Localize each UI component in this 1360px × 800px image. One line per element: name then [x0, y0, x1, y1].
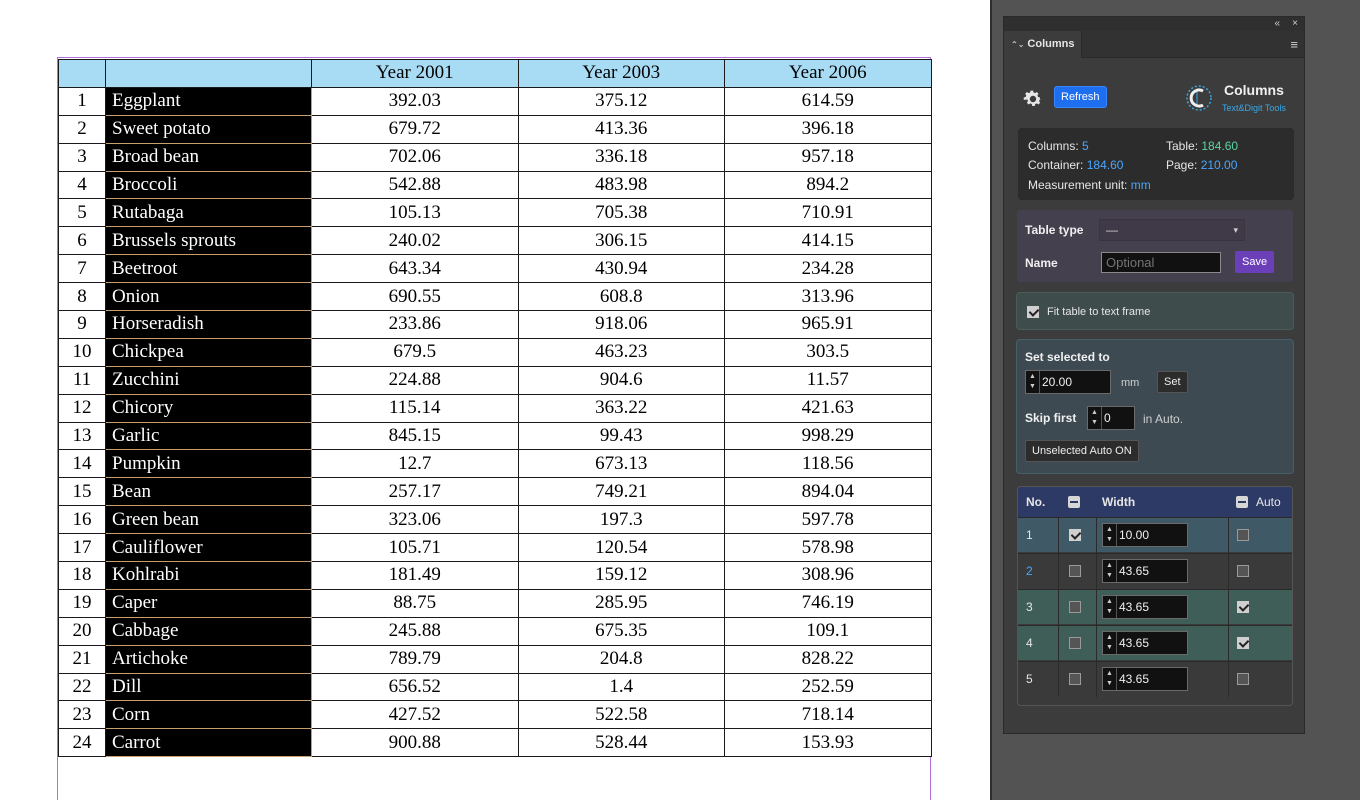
in-auto-label: in Auto. [1143, 412, 1184, 426]
year-2006-cell[interactable]: 578.98 [725, 534, 932, 562]
vegetable-name-cell[interactable]: Kohlrabi [106, 562, 312, 590]
header-cell-year-2003[interactable]: Year 2003 [518, 60, 725, 88]
column-divider [1058, 590, 1059, 625]
header-width: Width [1102, 495, 1136, 509]
year-2001-cell[interactable]: 245.88 [312, 617, 519, 645]
column-divider [1096, 590, 1097, 625]
row-number-cell[interactable]: 20 [59, 617, 106, 645]
close-panel-icon[interactable]: × [1292, 18, 1298, 29]
year-2006-cell[interactable]: 11.57 [725, 366, 932, 394]
skip-first-input[interactable] [1104, 409, 1130, 427]
fit-table-label: Fit table to text frame [1047, 306, 1151, 318]
year-2001-cell[interactable]: 105.13 [312, 199, 519, 227]
column-width-input[interactable] [1119, 634, 1183, 652]
chevron-down-icon: ▾ [1233, 225, 1238, 235]
year-2001-cell[interactable]: 679.5 [312, 338, 519, 366]
vegetable-name-cell[interactable]: Broad bean [106, 143, 312, 171]
table-row[interactable] [59, 115, 932, 143]
table-row[interactable] [59, 199, 932, 227]
column-divider [1096, 626, 1097, 661]
year-2001-cell[interactable]: 12.7 [312, 450, 519, 478]
year-2006-cell[interactable]: 414.15 [725, 227, 932, 255]
row-number-cell[interactable]: 9 [59, 311, 106, 339]
column-width-stepper[interactable] [1102, 559, 1188, 583]
row-number-cell[interactable]: 10 [59, 338, 106, 366]
table-body [59, 87, 932, 756]
row-number-cell[interactable]: 1 [59, 87, 106, 115]
year-2006-cell[interactable]: 252.59 [725, 673, 932, 701]
year-2003-cell[interactable]: 363.22 [518, 394, 725, 422]
column-divider [1058, 518, 1059, 553]
column-select-checkbox[interactable] [1069, 565, 1081, 577]
year-2006-cell[interactable]: 308.96 [725, 562, 932, 590]
year-2001-cell[interactable]: 679.72 [312, 115, 519, 143]
collapse-panel-icon[interactable]: « [1274, 18, 1280, 29]
year-2001-cell[interactable]: 257.17 [312, 478, 519, 506]
columns-count [1028, 139, 1089, 153]
year-2006-cell[interactable]: 894.2 [725, 171, 932, 199]
column-divider [1096, 662, 1097, 697]
column-width-input[interactable] [1119, 526, 1183, 544]
year-2006-cell[interactable]: 109.1 [725, 617, 932, 645]
year-2001-cell[interactable]: 900.88 [312, 729, 519, 757]
stepper-arrows-icon[interactable]: ▲ ▼ [1026, 371, 1040, 393]
save-button[interactable]: Save [1235, 251, 1274, 273]
fit-table-card [1016, 292, 1294, 330]
header-cell-name[interactable] [106, 60, 312, 88]
column-divider [1058, 662, 1059, 697]
row-number-cell[interactable]: 23 [59, 701, 106, 729]
header-cell-number[interactable] [59, 60, 106, 88]
year-2006-cell[interactable]: 957.18 [725, 143, 932, 171]
vegetable-name-cell[interactable]: Cabbage [106, 617, 312, 645]
vegetable-name-cell[interactable]: Onion [106, 283, 312, 311]
year-2003-cell[interactable]: 608.8 [518, 283, 725, 311]
row-number-cell[interactable]: 4 [59, 171, 106, 199]
row-number-cell[interactable]: 19 [59, 589, 106, 617]
row-number-cell[interactable]: 15 [59, 478, 106, 506]
column-number: 3 [1026, 600, 1033, 614]
vegetable-name-cell[interactable]: Corn [106, 701, 312, 729]
column-select-checkbox[interactable] [1069, 529, 1081, 541]
table-width [1166, 139, 1238, 153]
set-selected-card [1016, 339, 1294, 474]
year-2006-cell[interactable]: 421.63 [725, 394, 932, 422]
row-number-cell[interactable]: 24 [59, 729, 106, 757]
page-width-label: Page: [1166, 158, 1198, 172]
table-row[interactable] [59, 394, 932, 422]
table-row[interactable] [59, 729, 932, 757]
column-divider [1228, 518, 1229, 553]
table-width-label: Table: [1166, 139, 1199, 153]
table-type-card [1016, 209, 1294, 283]
year-2003-cell[interactable]: 430.94 [518, 255, 725, 283]
year-2006-cell[interactable]: 396.18 [725, 115, 932, 143]
year-2003-cell[interactable]: 413.36 [518, 115, 725, 143]
skip-first-stepper[interactable] [1087, 406, 1135, 430]
column-width-stepper[interactable] [1102, 631, 1188, 655]
table-row[interactable] [59, 617, 932, 645]
vegetable-table[interactable] [58, 59, 932, 757]
year-2003-cell[interactable]: 904.6 [518, 366, 725, 394]
column-width-input[interactable] [1119, 562, 1183, 580]
panel-menu-icon[interactable]: ≡ [1290, 37, 1298, 52]
vegetable-name-cell[interactable]: Garlic [106, 422, 312, 450]
year-2001-cell[interactable]: 224.88 [312, 366, 519, 394]
columns-count-label: Columns: [1028, 139, 1079, 153]
row-number-cell[interactable]: 11 [59, 366, 106, 394]
column-row[interactable] [1018, 589, 1292, 624]
year-2003-cell[interactable]: 306.15 [518, 227, 725, 255]
column-auto-checkbox[interactable] [1237, 529, 1249, 541]
stepper-arrows-icon[interactable]: ▲ ▼ [1103, 668, 1117, 690]
vegetable-name-cell[interactable]: Beetroot [106, 255, 312, 283]
column-row[interactable] [1018, 625, 1292, 660]
vegetable-name-cell[interactable]: Eggplant [106, 87, 312, 115]
year-2001-cell[interactable]: 105.71 [312, 534, 519, 562]
year-2003-cell[interactable]: 375.12 [518, 87, 725, 115]
table-row[interactable] [59, 645, 932, 673]
year-2003-cell[interactable]: 336.18 [518, 143, 725, 171]
year-2006-cell[interactable]: 313.96 [725, 283, 932, 311]
column-select-checkbox[interactable] [1069, 673, 1081, 685]
year-2001-cell[interactable]: 690.55 [312, 283, 519, 311]
year-2001-cell[interactable]: 323.06 [312, 506, 519, 534]
vegetable-name-cell[interactable]: Artichoke [106, 645, 312, 673]
column-divider [1058, 626, 1059, 661]
info-card [1018, 128, 1294, 200]
row-number-cell[interactable]: 8 [59, 283, 106, 311]
set-button[interactable]: Set [1157, 371, 1188, 393]
column-auto-checkbox[interactable] [1237, 673, 1249, 685]
row-number-cell[interactable]: 17 [59, 534, 106, 562]
table-row[interactable] [59, 478, 932, 506]
row-number-cell[interactable]: 21 [59, 645, 106, 673]
table-type-value: — [1106, 223, 1118, 237]
vegetable-name-cell[interactable]: Dill [106, 673, 312, 701]
vegetable-name-cell[interactable]: Caper [106, 589, 312, 617]
year-2006-cell[interactable]: 965.91 [725, 311, 932, 339]
table-row[interactable] [59, 255, 932, 283]
stepper-arrows-icon[interactable]: ▲ ▼ [1103, 632, 1117, 654]
year-2003-cell[interactable]: 99.43 [518, 422, 725, 450]
page-width-value: 210.00 [1200, 158, 1238, 172]
column-select-checkbox[interactable] [1069, 637, 1081, 649]
row-number-cell[interactable]: 22 [59, 673, 106, 701]
panel-tabbar [1004, 31, 1304, 58]
columns-panel [1003, 16, 1305, 734]
year-2003-cell[interactable]: 675.35 [518, 617, 725, 645]
set-selected-label: Set selected to [1025, 350, 1110, 364]
year-2003-cell[interactable]: 528.44 [518, 729, 725, 757]
vegetable-name-cell[interactable]: Zucchini [106, 366, 312, 394]
brand-title: Columns [1224, 82, 1284, 98]
column-auto-checkbox[interactable] [1237, 565, 1249, 577]
year-2003-cell[interactable]: 285.95 [518, 589, 725, 617]
table-row[interactable] [59, 534, 932, 562]
table-row[interactable] [59, 283, 932, 311]
table-type-select[interactable] [1099, 219, 1245, 241]
name-input[interactable] [1101, 252, 1221, 273]
vegetable-name-cell[interactable]: Carrot [106, 729, 312, 757]
container-width [1028, 158, 1123, 172]
year-2001-cell[interactable]: 392.03 [312, 87, 519, 115]
table-row[interactable] [59, 338, 932, 366]
header-cell-year-2006[interactable]: Year 2006 [725, 60, 932, 88]
table-row[interactable] [59, 422, 932, 450]
year-2006-cell[interactable]: 153.93 [725, 729, 932, 757]
row-number-cell[interactable]: 2 [59, 115, 106, 143]
year-2006-cell[interactable]: 303.5 [725, 338, 932, 366]
year-2006-cell[interactable]: 118.56 [725, 450, 932, 478]
year-2001-cell[interactable]: 702.06 [312, 143, 519, 171]
column-number: 1 [1026, 528, 1033, 542]
unselected-auto-button[interactable]: Unselected Auto ON [1025, 440, 1139, 462]
gear-icon[interactable] [1022, 88, 1044, 110]
measurement-unit-label: Measurement unit: [1028, 178, 1128, 192]
year-2006-cell[interactable]: 710.91 [725, 199, 932, 227]
column-widths-table [1017, 486, 1293, 706]
row-number-cell[interactable]: 14 [59, 450, 106, 478]
year-2006-cell[interactable]: 998.29 [725, 422, 932, 450]
column-divider [1228, 626, 1229, 661]
row-number-cell[interactable]: 6 [59, 227, 106, 255]
vegetable-name-cell[interactable]: Brussels sprouts [106, 227, 312, 255]
column-select-checkbox[interactable] [1069, 601, 1081, 613]
table-row[interactable] [59, 143, 932, 171]
measurement-unit [1028, 178, 1151, 192]
year-2001-cell[interactable]: 233.86 [312, 311, 519, 339]
select-all-toggle-icon[interactable] [1068, 496, 1080, 508]
table-row[interactable] [59, 673, 932, 701]
row-number-cell[interactable]: 5 [59, 199, 106, 227]
column-divider [1228, 662, 1229, 697]
year-2006-cell[interactable]: 614.59 [725, 87, 932, 115]
table-width-value: 184.60 [1201, 139, 1239, 153]
year-2003-cell[interactable]: 705.38 [518, 199, 725, 227]
table-row[interactable] [59, 366, 932, 394]
vegetable-name-cell[interactable]: Broccoli [106, 171, 312, 199]
column-auto-checkbox[interactable] [1237, 637, 1249, 649]
set-unit-label: mm [1121, 377, 1140, 389]
year-2003-cell[interactable]: 522.58 [518, 701, 725, 729]
vegetable-name-cell[interactable]: Cauliflower [106, 534, 312, 562]
row-number-cell[interactable]: 12 [59, 394, 106, 422]
stepper-arrows-icon[interactable]: ▲ ▼ [1103, 524, 1117, 546]
panel-titlebar[interactable] [1004, 17, 1304, 31]
header-cell-year-2001[interactable]: Year 2001 [312, 60, 519, 88]
set-selected-stepper[interactable] [1025, 370, 1111, 394]
table-row[interactable] [59, 701, 932, 729]
skip-first-label: Skip first [1025, 411, 1077, 425]
year-2001-cell[interactable]: 656.52 [312, 673, 519, 701]
table-row[interactable] [59, 589, 932, 617]
text-frame-top-edge [57, 57, 931, 58]
year-2003-cell[interactable]: 673.13 [518, 450, 725, 478]
column-table-header [1018, 487, 1292, 517]
column-divider [1096, 518, 1097, 553]
auto-all-toggle-icon[interactable] [1236, 496, 1248, 508]
vegetable-name-cell[interactable]: Green bean [106, 506, 312, 534]
year-2001-cell[interactable]: 542.88 [312, 171, 519, 199]
column-number: 4 [1026, 636, 1033, 650]
column-width-stepper[interactable] [1102, 595, 1188, 619]
table-row[interactable] [59, 87, 932, 115]
year-2006-cell[interactable]: 597.78 [725, 506, 932, 534]
vegetable-name-cell[interactable]: Bean [106, 478, 312, 506]
year-2003-cell[interactable]: 1.4 [518, 673, 725, 701]
columns-logo-icon [1184, 82, 1214, 114]
brand-subtitle: Text&Digit Tools [1222, 103, 1286, 113]
column-width-input[interactable] [1119, 670, 1183, 688]
vegetable-name-cell[interactable]: Chickpea [106, 338, 312, 366]
year-2006-cell[interactable]: 894.04 [725, 478, 932, 506]
year-2003-cell[interactable]: 159.12 [518, 562, 725, 590]
table-row[interactable] [59, 506, 932, 534]
year-2001-cell[interactable]: 427.52 [312, 701, 519, 729]
year-2003-cell[interactable]: 749.21 [518, 478, 725, 506]
column-number: 2 [1026, 564, 1033, 578]
vegetable-name-cell[interactable]: Sweet potato [106, 115, 312, 143]
column-divider [1228, 554, 1229, 589]
name-label: Name [1025, 256, 1058, 270]
column-divider [1228, 590, 1229, 625]
tab-arrows-icon: ⌃⌄ [1011, 40, 1025, 49]
row-number-cell[interactable]: 13 [59, 422, 106, 450]
table-header-row[interactable] [59, 60, 932, 88]
container-width-label: Container: [1028, 158, 1084, 172]
stepper-arrows-icon[interactable]: ▲ ▼ [1103, 596, 1117, 618]
year-2001-cell[interactable]: 181.49 [312, 562, 519, 590]
year-2001-cell[interactable]: 789.79 [312, 645, 519, 673]
column-width-input[interactable] [1119, 598, 1183, 616]
year-2003-cell[interactable]: 204.8 [518, 645, 725, 673]
year-2006-cell[interactable]: 718.14 [725, 701, 932, 729]
year-2006-cell[interactable]: 746.19 [725, 589, 932, 617]
year-2001-cell[interactable]: 240.02 [312, 227, 519, 255]
header-auto: Auto [1256, 495, 1281, 509]
row-number-cell[interactable]: 18 [59, 562, 106, 590]
year-2006-cell[interactable]: 234.28 [725, 255, 932, 283]
table-type-label: Table type [1025, 223, 1084, 237]
table-row[interactable] [59, 562, 932, 590]
column-width-stepper[interactable] [1102, 523, 1188, 547]
columns-count-value: 5 [1082, 139, 1089, 153]
column-number: 5 [1026, 672, 1033, 686]
year-2003-cell[interactable]: 197.3 [518, 506, 725, 534]
set-selected-input[interactable] [1042, 373, 1106, 391]
column-divider [1058, 554, 1059, 589]
column-width-stepper[interactable] [1102, 667, 1188, 691]
year-2003-cell[interactable]: 918.06 [518, 311, 725, 339]
column-auto-checkbox[interactable] [1237, 601, 1249, 613]
container-width-value: 184.60 [1086, 158, 1124, 172]
tab-columns-label: Columns [1027, 38, 1075, 50]
page-width [1166, 158, 1237, 172]
row-number-cell[interactable]: 16 [59, 506, 106, 534]
fit-table-checkbox[interactable] [1027, 306, 1039, 318]
column-row[interactable] [1018, 661, 1292, 696]
stepper-arrows-icon[interactable]: ▲ ▼ [1103, 560, 1117, 582]
year-2003-cell[interactable]: 120.54 [518, 534, 725, 562]
refresh-button[interactable]: Refresh [1054, 86, 1107, 108]
measurement-unit-value: mm [1130, 178, 1151, 192]
year-2006-cell[interactable]: 828.22 [725, 645, 932, 673]
vegetable-name-cell[interactable]: Pumpkin [106, 450, 312, 478]
row-number-cell[interactable]: 7 [59, 255, 106, 283]
column-divider [1096, 554, 1097, 589]
year-2001-cell[interactable]: 845.15 [312, 422, 519, 450]
column-row[interactable] [1018, 553, 1292, 588]
column-row[interactable] [1018, 517, 1292, 552]
table-row[interactable] [59, 450, 932, 478]
year-2001-cell[interactable]: 643.34 [312, 255, 519, 283]
header-no: No. [1026, 495, 1046, 509]
stepper-arrows-icon[interactable]: ▲ ▼ [1088, 407, 1102, 429]
year-2003-cell[interactable]: 463.23 [518, 338, 725, 366]
table-row[interactable] [59, 171, 932, 199]
vegetable-name-cell[interactable]: Rutabaga [106, 199, 312, 227]
row-number-cell[interactable]: 3 [59, 143, 106, 171]
vegetable-name-cell[interactable]: Chicory [106, 394, 312, 422]
year-2001-cell[interactable]: 88.75 [312, 589, 519, 617]
year-2001-cell[interactable]: 115.14 [312, 394, 519, 422]
tab-columns[interactable] [1004, 31, 1082, 58]
table-row[interactable] [59, 311, 932, 339]
vegetable-name-cell[interactable]: Horseradish [106, 311, 312, 339]
table-row[interactable] [59, 227, 932, 255]
year-2003-cell[interactable]: 483.98 [518, 171, 725, 199]
